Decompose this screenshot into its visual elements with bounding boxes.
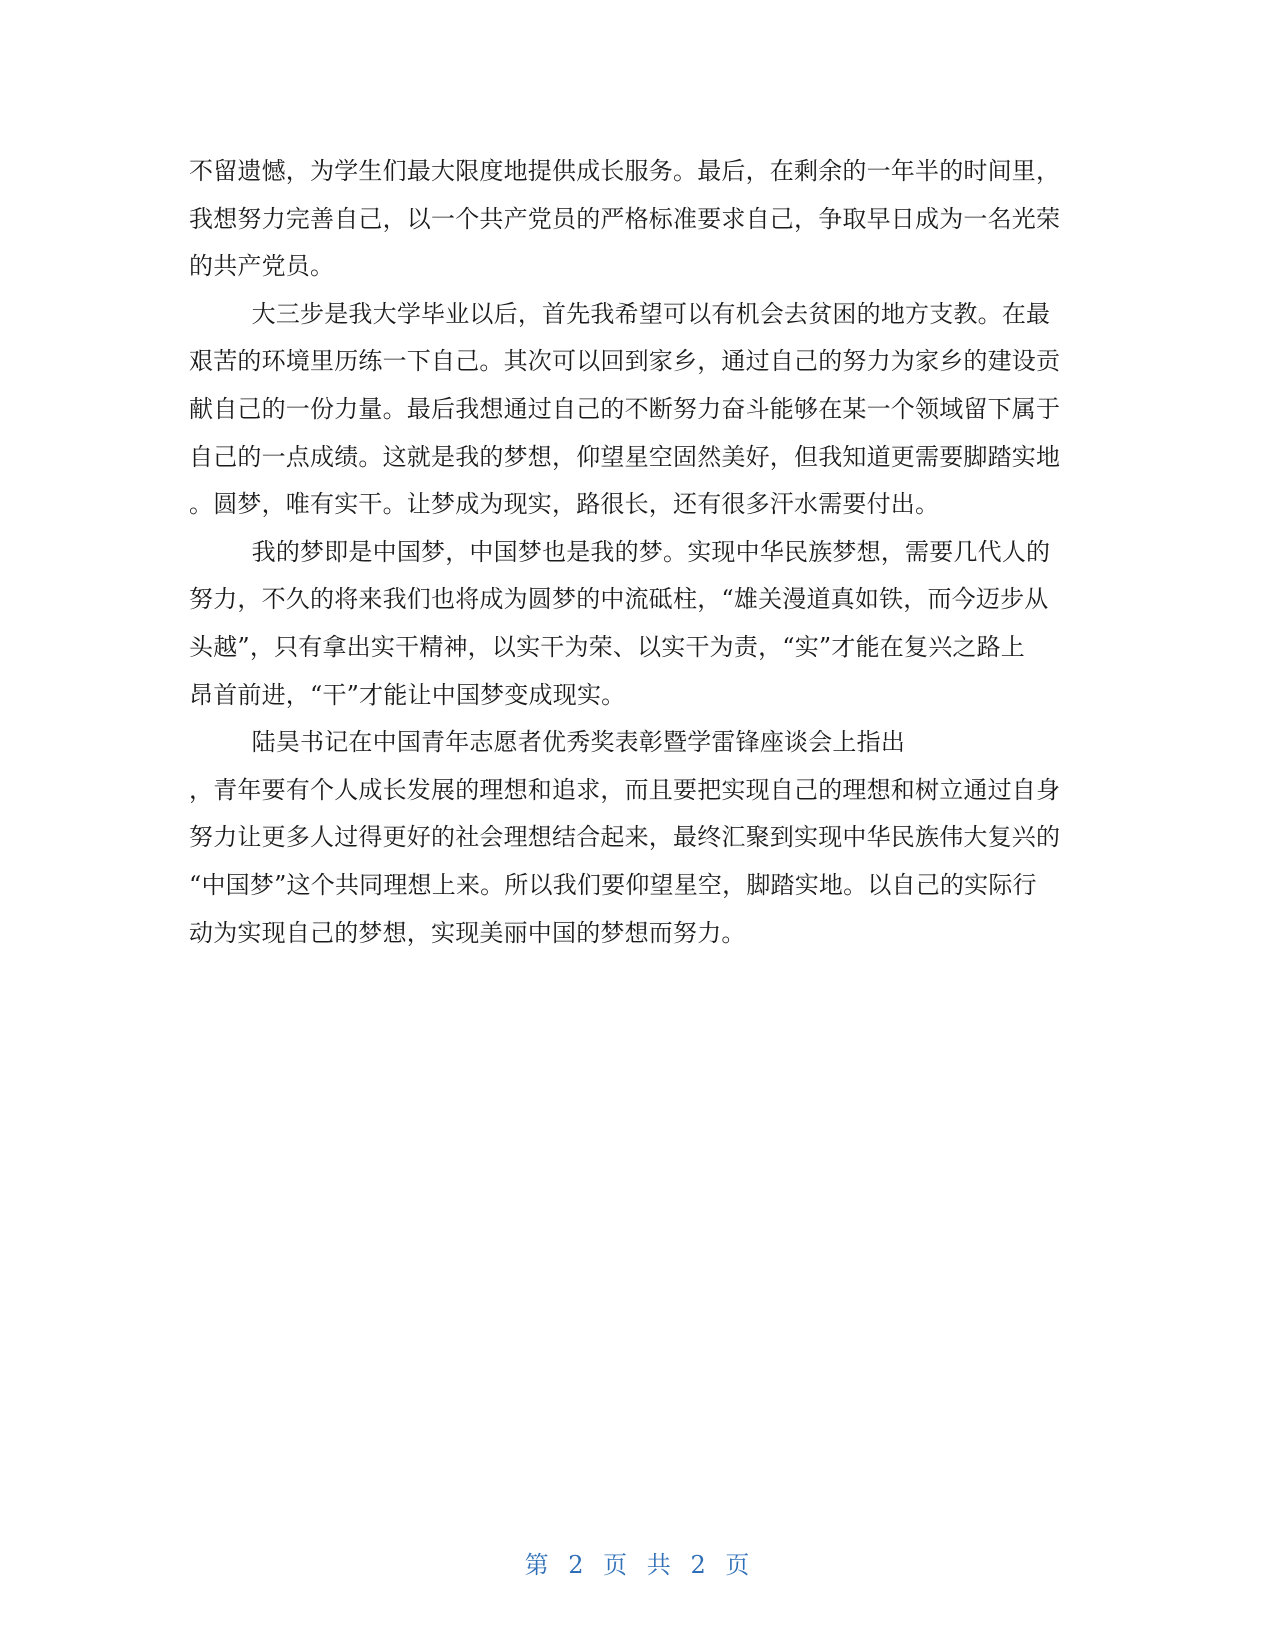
text-line: 昂首前进，“干”才能让中国梦变成现实。 — [189, 680, 626, 709]
text-line: 头越”，只有拿出实干精神，以实干为荣、以实干为责，“实”才能在复兴之路上 — [189, 632, 1026, 661]
text-line: 。圆梦，唯有实干。让梦成为现实，路很长，还有很多汗水需要付出。 — [189, 490, 940, 519]
text-line: 不留遗憾，为学生们最大限度地提供成长服务。最后，在剩余的一年半的时间里， — [189, 157, 1061, 185]
text-line: 自己的一点成绩。这就是我的梦想，仰望星空固然美好，但我知道更需要脚踏实地 — [189, 442, 1061, 471]
text-line: 献自己的一份力量。最后我想通过自己的不断努力奋斗能够在某一个领域留下属于 — [189, 394, 1061, 423]
text-line: 努力，不久的将来我们也将成为圆梦的中流砥柱，“雄关漫道真如铁，而今迈步从 — [189, 585, 1049, 614]
text-line: ，青年要有个人成长发展的理想和追求，而且要把实现自己的理想和树立通过自身 — [189, 775, 1061, 804]
text-line: 的共产党员。 — [189, 252, 335, 281]
text-line: 我的梦即是中国梦，中国梦也是我的梦。实现中华民族梦想，需要几代人的 — [189, 537, 1051, 566]
body-text — [189, 148, 1089, 957]
text-line: “中国梦”这个共同理想上来。所以我们要仰望星空，脚踏实地。以自己的实际行 — [189, 870, 1037, 899]
text-line: 艰苦的环境里历练一下自己。其次可以回到家乡，通过自己的努力为家乡的建设贡 — [189, 347, 1061, 376]
text-line: 大三步是我大学毕业以后，首先我希望可以有机会去贫困的地方支教。在最 — [189, 299, 1051, 328]
text-line: 动为实现自己的梦想，实现美丽中国的梦想而努力。 — [189, 918, 746, 947]
text-line: 我想努力完善自己，以一个共产党员的严格标准要求自己，争取早日成为一名光荣 — [189, 204, 1061, 233]
page-number-footer: 第 2 页 共 2 页 — [524, 1551, 751, 1579]
text-line: 努力让更多人过得更好的社会理想结合起来，最终汇聚到实现中华民族伟大复兴的 — [189, 823, 1061, 852]
text-line: 陆昊书记在中国青年志愿者优秀奖表彰暨学雷锋座谈会上指出 — [189, 728, 906, 757]
